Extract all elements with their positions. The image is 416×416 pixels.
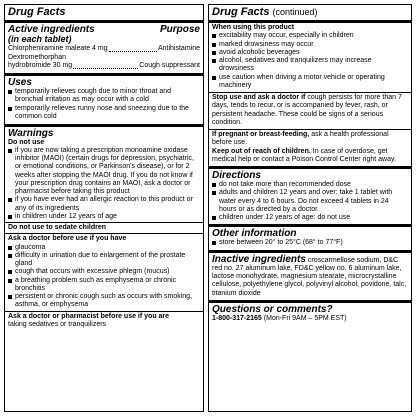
drug-facts-panel-right <box>208 4 412 412</box>
pregnancy-section <box>209 129 411 166</box>
sedate-warning: Do not use to sedate children <box>5 222 203 232</box>
uses-title: Uses <box>8 76 32 88</box>
ask-pharmacist-text: taking sedatives or tranquilizers <box>8 320 107 328</box>
active-ingredients-subtitle: (in each tablet) <box>8 34 72 45</box>
ingredient-name-line: Dextromethorphan <box>8 53 66 61</box>
list-item: marked drowsiness may occur <box>212 41 408 49</box>
panel-title-continued: (continued) <box>272 7 318 17</box>
inactive-ingredients-text: croscarmellose sodium, D&C red no. 27 aluminum lake, FD&C yellow no. 6 aluminum lake, lactose monohydrate, magnesium stearate, microcrystalline cellulose, polyethylene glycol, polyvinyl alcohol, povidone, talc, titanium dioxide <box>212 256 407 297</box>
list-item: glaucoma <box>8 244 200 252</box>
uses-section <box>5 73 203 124</box>
list-item: persistent or chronic cough such as occurs with smoking, asthma, or emphysema <box>8 293 200 310</box>
when-using-section <box>209 20 411 92</box>
list-item: children under 12 years of age: do not use <box>212 214 408 222</box>
ingredient-row <box>8 45 200 54</box>
keep-out-text: In case of overdose, get medical help or contact a Poison Control Center right away. <box>212 147 396 163</box>
inactive-ingredients-section <box>209 250 411 300</box>
list-item: if you are now taking a prescription monoamine oxidase inhibitor (MAOI) (certain drugs for depression, psychiatric, or emotional conditions, or Parkinson's disease), or for 2 weeks after stopping the MAOI drug. If you do not know if your prescription drug contains an MAOI, ask a doctor or pharmacist before taking this product <box>8 147 200 197</box>
directions-section <box>209 166 411 224</box>
list-item: temporarily relieves runny nose and sneezing due to the common cold <box>8 105 200 122</box>
list-item: difficulty in urination due to enlargement of the prostate gland <box>8 252 200 269</box>
questions-title: Questions or comments? <box>212 303 333 315</box>
panel-title-text: Drug Facts <box>212 6 270 18</box>
inactive-ingredients-title: Inactive ingredients <box>212 253 306 265</box>
ingredient-purpose: Antihistamine <box>157 44 200 52</box>
list-item: store between 20° to 25°C (68° to 77°F) <box>212 239 408 247</box>
list-item: cough that occurs with excessive phlegm (mucus) <box>8 268 200 276</box>
ask-pharmacist-heading: Ask a doctor or pharmacist before use if you are <box>5 311 203 321</box>
list-item: adults and children 12 years and over: take 1 tablet with water every 4 to 6 hours. Do not exceed 4 tablets in 24 hours or as directed by a doctor. <box>212 189 408 214</box>
purpose-label: Purpose <box>159 24 200 36</box>
pregnancy-text: ask a health professional before use. <box>212 131 389 147</box>
ingredient-name: hydrobromide 30 mg <box>8 62 73 70</box>
do-not-use-heading: Do not use <box>8 138 45 146</box>
list-item: use caution when driving a motor vehicle or operating machinery <box>212 74 408 91</box>
list-item: alcohol, sedatives and tranquilizers may increase drowsiness <box>212 57 408 74</box>
when-using-heading: When using this product <box>212 24 295 32</box>
panel-title <box>209 5 411 20</box>
list-item: excitability may occur, especially in children <box>212 32 408 40</box>
list-item: if you have ever had an allergic reaction to this product or any of its ingredients <box>8 196 200 213</box>
phone-hours: (Mon-Fri 9AM – 5PM EST) <box>263 314 347 322</box>
ingredient-name: Chlorpheniramine maleate 4 mg <box>8 44 108 52</box>
keep-out-heading: Keep out of reach of children. <box>212 147 311 155</box>
list-item: a breathing problem such as emphysema or chronic bronchitis <box>8 277 200 294</box>
other-info-title: Other information <box>212 228 297 240</box>
stop-use-text: cough persists for more than 7 days, tends to recur, or is accompanied by fever, rash, or persistent headache. These could be signs of a serious condition. <box>212 94 402 126</box>
list-item: temporarily relieves cough due to minor throat and bronchial irritation as may occur with a cold <box>8 88 200 105</box>
warnings-section <box>5 124 203 332</box>
questions-section <box>209 300 411 325</box>
ingredient-purpose: Cough suppressant <box>139 62 200 70</box>
stop-use-heading: Stop use and ask a doctor if <box>212 94 306 102</box>
list-item: do not take more than recommended dose <box>212 181 408 189</box>
list-item: in children under 12 years of age <box>8 213 200 221</box>
warnings-title: Warnings <box>8 127 54 139</box>
active-ingredients-title: Active ingredients <box>8 24 95 36</box>
pregnancy-heading: If pregnant or breast-feeding, <box>212 131 310 139</box>
directions-title: Directions <box>212 170 261 182</box>
other-info-section <box>209 224 411 249</box>
stop-use-section <box>209 92 411 129</box>
active-ingredients-section <box>5 20 203 72</box>
list-item: avoid alcoholic beverages <box>212 49 408 57</box>
phone-number: 1-800-317-2165 <box>212 314 262 322</box>
panel-title: Drug Facts <box>8 6 66 18</box>
ingredient-row <box>8 62 200 71</box>
ask-doctor-heading: Ask a doctor before use if you have <box>5 233 203 243</box>
drug-facts-panel-left <box>4 4 204 412</box>
